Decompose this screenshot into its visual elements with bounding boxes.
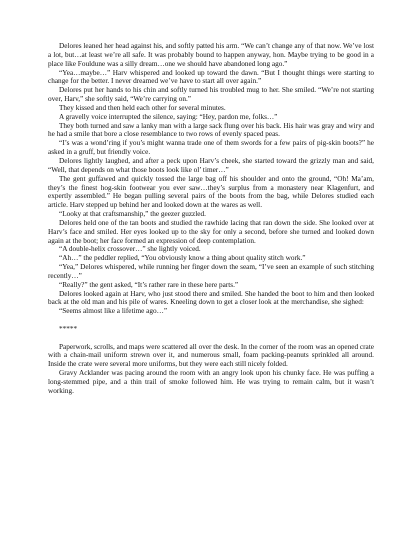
paragraph: “Ah…” the peddler replied, “You obviously know a thing about quality stitch work.” [59, 254, 306, 263]
paragraph: Delores leaned her head against his, and softly patted his arm. “We can’t change any of that now. We’ve lost a lot, but…at least we’re all safe. It was probably bound to happen anyway, hon. Maybe trying to be good in a place like Fouldune was a silly dream…one we should have abandoned long ago.” [48, 42, 374, 68]
paragraph: Delores put her hands to his chin and softly turned his troubled mug to her. She smiled. “We’re not starting over, Harv,” she softly said, “We’re carrying on.” [48, 86, 374, 104]
paragraph: They both turned and saw a lanky man with a large sack flung over his back. His hair was gray and wiry and he had a smile that bore a close resemblance to two rows of evenly spaced peas. [48, 121, 374, 139]
paragraph: They kissed and then held each other for several minutes. [59, 103, 226, 112]
paragraph: A gravelly voice interrupted the silence, saying: “Hey, pardon me, folks…” [59, 112, 278, 121]
paragraph: “I’s was a wond’ring if you’s might wanna trade one of them swords for a few pairs of pig-skin boots?” he asked in a gruff, but friendly voice. [48, 139, 374, 157]
paragraph: Delores held one of the tan boots and studied the rawhide lacing that ran down the side. She looked over at Harv’s face and smiled. Her eyes looked up to the sky for only a second, before she turned and looked down again at the boot; her face formed an expression of deep contemplation. [48, 218, 374, 245]
paragraph: “A double-helix crossover…” she lightly voiced. [59, 245, 201, 254]
paragraph: “Looky at that craftsmanship,” the geezer guzzled. [59, 210, 206, 219]
scene-break: ***** [59, 324, 78, 333]
page-body [48, 42, 374, 396]
paragraph: The gent guffawed and quickly tossed the large bag off his shoulder and onto the ground, “Oh! Ma’am, they’s the finest hog-skin footwear you ever saw…they’s surplus from a monastery near Klagenfurt, and expertly assembled.” He began pulling several pairs of the boots from the bag, while Delores studied each article. Harv stepped up behind her and looked down at the wares as well. [48, 174, 374, 210]
paragraph: Gravy Acklander was pacing around the room with an angry look upon his chunky face. He was puffing a long-stemmed pipe, and a thin trail of smoke followed him. He was trying to remain calm, but it wasn’t working. [48, 369, 374, 395]
paragraph: Delores looked again at Harv, who just stood there and smiled. She handed the boot to him and then looked back at the old man and his pile of wares. Kneeling down to get a closer look at the merchandise, she sighed: [48, 289, 374, 307]
paragraph: “Really?” the gent asked, “It’s rather rare in these here parts.” [59, 280, 239, 289]
paragraph: Paperwork, scrolls, and maps were scattered all over the desk. In the corner of the room was an opened crate with a chain-mail uniform strewn over it, and numerous small, foam packing-peanuts sprinkled all around. Inside the crate were several more uniforms, but they were each still nicely folded. [48, 342, 374, 369]
paragraph: “Yea,” Delores whispered, while running her finger down the seam, “I’ve seen an example of such stitching recently…” [48, 263, 374, 280]
paragraph: “Seems almost like a lifetime ago…” [59, 307, 168, 316]
paragraph: Delores lightly laughed, and after a peck upon Harv’s cheek, she started toward the grizzly man and said, “Well, that depends on what those boots look like ol’ timer…” [48, 156, 374, 174]
paragraph: “Yea…maybe…” Harv whispered and looked up toward the dawn. “But I thought things were starting to change for the better. I never dreamed we’ve have to start all over again.” [48, 68, 374, 86]
